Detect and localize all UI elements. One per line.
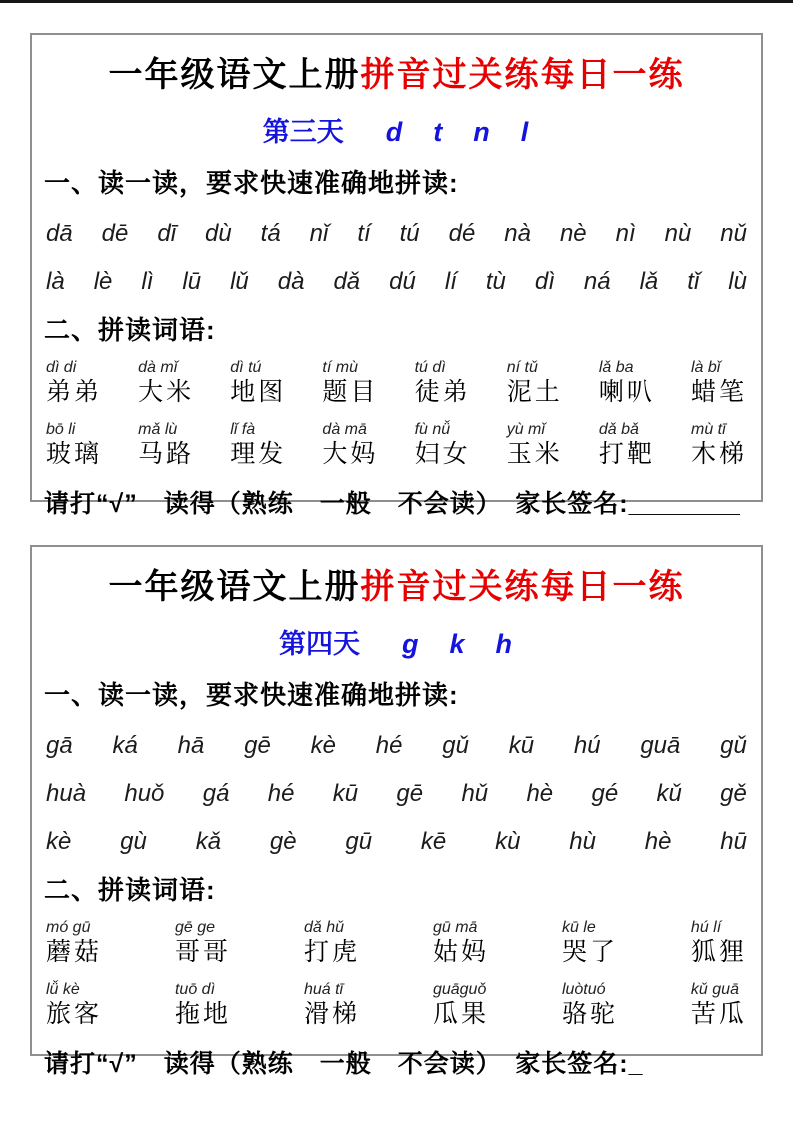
day-heading <box>44 622 749 661</box>
word-item <box>175 919 231 969</box>
pinyin-syllable: gù <box>120 828 147 855</box>
pinyin-syllable: huǒ <box>124 780 165 807</box>
word-row <box>44 919 749 969</box>
word-hanzi: 题目 <box>322 378 379 407</box>
worksheet-card <box>30 545 763 1079</box>
word-pinyin: gē ge <box>174 919 216 936</box>
word-hanzi: 弟弟 <box>46 378 103 407</box>
pinyin-syllable: kū <box>332 780 359 807</box>
word-hanzi: 泥土 <box>506 378 563 407</box>
word-pinyin: mǎ lù <box>138 420 178 438</box>
pinyin-syllable: hé <box>375 732 403 759</box>
day-label: 第四天 <box>278 629 360 659</box>
pinyin-syllable: lí <box>444 268 457 295</box>
pinyin-syllable: kè <box>310 732 336 759</box>
section1-heading: 一、读一读，要求快速准确地拼读: <box>44 168 459 198</box>
word-item <box>304 919 360 969</box>
word-row <box>44 359 749 409</box>
word-pinyin: tí mù <box>322 359 358 376</box>
word-item <box>322 359 378 409</box>
pinyin-syllable: hú <box>573 732 601 759</box>
word-pinyin: hú lí <box>690 919 722 936</box>
word-pinyin: kū le <box>561 919 596 936</box>
pinyin-syllable: gá <box>202 780 230 807</box>
word-hanzi: 旅客 <box>46 1000 103 1029</box>
pinyin-syllable: gǔ <box>720 732 747 759</box>
pinyin-syllable: kǔ <box>656 780 682 807</box>
pinyin-syllable: dú <box>389 268 416 295</box>
word-hanzi: 木梯 <box>690 440 747 469</box>
pinyin-row <box>44 780 749 808</box>
word-item <box>46 919 102 969</box>
word-hanzi: 瓜果 <box>432 1000 489 1029</box>
word-pinyin: fù nǚ <box>414 420 451 438</box>
footer-instruction: 请打“√” 读得（熟练 一般 不会读） 家长签名: <box>44 490 629 519</box>
word-hanzi: 狐狸 <box>690 938 747 967</box>
pinyin-syllable: hè <box>644 828 672 855</box>
word-item <box>562 919 618 969</box>
section2-heading: 二、拼读词语: <box>44 315 216 345</box>
pinyin-syllable: kǎ <box>195 828 222 855</box>
word-item <box>599 359 655 409</box>
word-hanzi: 哥哥 <box>174 938 231 967</box>
pinyin-syllable: nǐ <box>309 220 329 247</box>
word-hanzi: 蜡笔 <box>690 378 747 407</box>
day-label: 第三天 <box>262 117 344 147</box>
pinyin-syllable: dī <box>157 220 177 247</box>
pinyin-syllable: lǎ <box>639 268 659 295</box>
word-item <box>599 421 655 471</box>
word-hanzi: 大米 <box>138 378 195 407</box>
pinyin-syllable: dù <box>205 220 232 247</box>
word-hanzi: 哭了 <box>561 938 618 967</box>
day-letters: d t n l <box>385 117 531 147</box>
pinyin-syllable: lǔ <box>230 268 249 295</box>
pinyin-syllable: ká <box>112 732 138 759</box>
word-pinyin: dǎ hǔ <box>303 919 345 936</box>
word-item <box>691 421 747 471</box>
pinyin-syllable: hā <box>177 732 205 759</box>
pinyin-syllable: ná <box>583 268 611 295</box>
word-row <box>44 421 749 471</box>
word-item <box>433 919 489 969</box>
pinyin-syllable: nà <box>504 220 531 247</box>
pinyin-syllable: guā <box>640 732 681 759</box>
pinyin-syllable: gē <box>396 780 424 807</box>
word-item <box>433 981 489 1031</box>
word-item <box>415 421 471 471</box>
word-pinyin: dà mā <box>322 420 367 438</box>
word-hanzi: 打虎 <box>303 938 360 967</box>
word-item <box>138 421 194 471</box>
word-item <box>562 981 618 1031</box>
pinyin-syllable: hè <box>526 780 554 807</box>
word-pinyin: yù mǐ <box>506 420 545 438</box>
pinyin-syllable: hé <box>267 780 295 807</box>
pinyin-row <box>44 732 749 760</box>
pinyin-syllable: kè <box>46 828 72 855</box>
pinyin-syllable: dā <box>46 220 73 247</box>
word-pinyin: kǔ guā <box>690 980 739 998</box>
footer-line <box>44 484 749 520</box>
word-hanzi: 喇叭 <box>598 378 655 407</box>
word-hanzi: 地图 <box>230 378 287 407</box>
pinyin-syllable: dǎ <box>333 268 361 295</box>
pinyin-syllable: gā <box>46 732 73 759</box>
word-item <box>415 359 471 409</box>
word-pinyin: gū mā <box>432 919 478 936</box>
word-pinyin: bō li <box>46 420 76 438</box>
word-pinyin: dì tú <box>230 359 262 376</box>
title-course-part: 一年级语文上册 <box>108 568 361 606</box>
title-course-part: 一年级语文上册 <box>108 56 361 94</box>
worksheet-card <box>30 33 763 519</box>
pinyin-syllable: hǔ <box>461 780 489 807</box>
word-pinyin: dǎ bǎ <box>598 420 639 438</box>
section1-heading: 一、读一读，要求快速准确地拼读: <box>44 680 459 710</box>
pinyin-row <box>44 268 749 296</box>
word-hanzi: 苦瓜 <box>690 1000 747 1029</box>
pinyin-syllable: gé <box>591 780 619 807</box>
pinyin-syllable: gǔ <box>442 732 469 759</box>
pinyin-syllable: dé <box>448 220 476 247</box>
footer-line <box>44 1044 749 1080</box>
word-item <box>322 421 378 471</box>
pinyin-syllable: lū <box>182 268 202 295</box>
pinyin-syllable: hù <box>569 828 596 855</box>
pinyin-syllable: tí <box>357 220 371 247</box>
word-pinyin: lǐ fà <box>230 420 256 438</box>
pinyin-syllable: tá <box>260 220 281 247</box>
footer-instruction: 请打“√” 读得（熟练 一般 不会读） 家长签名: <box>44 1050 629 1079</box>
word-item <box>691 919 747 969</box>
word-item <box>507 421 563 471</box>
page-top-rule <box>0 0 793 3</box>
word-hanzi: 姑妈 <box>432 938 489 967</box>
pinyin-syllable: gē <box>244 732 271 759</box>
word-hanzi: 玉米 <box>506 440 563 469</box>
card-title <box>44 559 749 608</box>
word-pinyin: tuō dì <box>174 980 216 998</box>
pinyin-syllable: kē <box>420 828 447 855</box>
word-pinyin: dì di <box>46 359 77 376</box>
word-hanzi: 骆驼 <box>561 1000 618 1029</box>
word-pinyin: tú dì <box>414 359 446 376</box>
title-practice-part: 拼音过关练每日一练 <box>360 568 685 606</box>
section2-heading: 二、拼读词语: <box>44 875 216 905</box>
pinyin-syllable: lè <box>93 268 113 295</box>
pinyin-syllable: hū <box>720 828 747 855</box>
day-heading <box>44 110 749 149</box>
word-item <box>46 359 102 409</box>
word-pinyin: ní tǔ <box>506 359 538 376</box>
word-item <box>691 981 747 1031</box>
pinyin-syllable: nì <box>615 220 636 247</box>
pinyin-syllable: lì <box>141 268 154 295</box>
word-item <box>230 359 286 409</box>
word-pinyin: huá tī <box>303 980 344 998</box>
pinyin-syllable: nù <box>664 220 692 247</box>
pinyin-syllable: gū <box>345 828 373 855</box>
card-title <box>44 47 749 96</box>
word-row <box>44 981 749 1031</box>
word-item <box>138 359 194 409</box>
word-pinyin: luòtuó <box>561 980 606 998</box>
word-item <box>46 981 102 1031</box>
word-hanzi: 大妈 <box>322 440 379 469</box>
word-pinyin: mù tī <box>690 420 726 438</box>
pinyin-syllable: nè <box>559 220 587 247</box>
pinyin-row <box>44 828 749 856</box>
pinyin-syllable: tù <box>485 268 506 295</box>
word-item <box>175 981 231 1031</box>
pinyin-syllable: dē <box>101 220 129 247</box>
signature-line: ________ <box>628 490 740 519</box>
word-hanzi: 妇女 <box>414 440 471 469</box>
word-pinyin: dà mǐ <box>138 359 178 376</box>
pinyin-syllable: là <box>46 268 65 295</box>
signature-line: _ <box>628 1050 643 1079</box>
word-hanzi: 玻璃 <box>46 440 103 469</box>
word-hanzi: 蘑菇 <box>46 938 103 967</box>
pinyin-syllable: kū <box>508 732 535 759</box>
word-item <box>691 359 747 409</box>
pinyin-syllable: gě <box>720 780 747 807</box>
pinyin-syllable: gè <box>269 828 297 855</box>
pinyin-syllable: dì <box>534 268 555 295</box>
word-hanzi: 理发 <box>230 440 287 469</box>
pinyin-row <box>44 220 749 248</box>
pinyin-syllable: dà <box>277 268 305 295</box>
word-hanzi: 打靶 <box>598 440 655 469</box>
pinyin-syllable: lù <box>728 268 747 295</box>
word-item <box>46 421 102 471</box>
word-hanzi: 拖地 <box>174 1000 231 1029</box>
word-hanzi: 徒弟 <box>414 378 471 407</box>
word-hanzi: 滑梯 <box>303 1000 360 1029</box>
pinyin-syllable: tú <box>399 220 420 247</box>
word-pinyin: mó gū <box>46 919 91 936</box>
word-item <box>304 981 360 1031</box>
word-pinyin: guāguǒ <box>432 980 487 998</box>
day-letters: g k h <box>401 629 514 659</box>
word-pinyin: lǚ kè <box>46 980 80 998</box>
pinyin-syllable: huà <box>46 780 87 807</box>
title-practice-part: 拼音过关练每日一练 <box>360 56 685 94</box>
word-pinyin: lǎ ba <box>598 359 634 376</box>
word-hanzi: 马路 <box>138 440 195 469</box>
pinyin-syllable: nǔ <box>720 220 747 247</box>
pinyin-syllable: kù <box>495 828 521 855</box>
pinyin-syllable: tǐ <box>687 268 700 295</box>
word-item <box>230 421 286 471</box>
word-item <box>507 359 563 409</box>
word-pinyin: là bǐ <box>690 359 721 376</box>
